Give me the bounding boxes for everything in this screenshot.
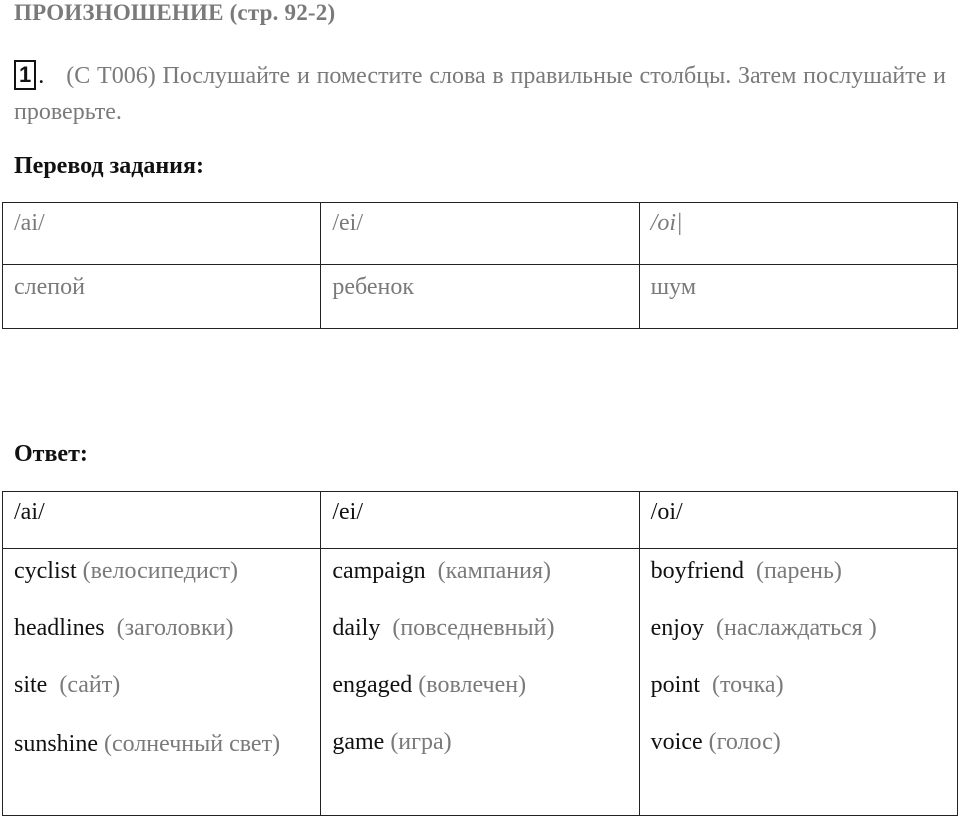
entry-translation: (велосипедист): [82, 558, 238, 584]
answer-entry: [14, 555, 308, 587]
entry-word: headlines: [14, 615, 105, 641]
answer-entry: [332, 726, 626, 758]
answer-title: Ответ:: [14, 441, 88, 467]
answer-entry: [332, 612, 626, 644]
entry-word: game: [332, 729, 385, 755]
entry-translation: (кампания): [437, 558, 551, 584]
task-text: (С T006) Послушайте и поместите слова в правильные столбцы. Затем послушайте и проверьте.: [14, 63, 946, 125]
answer-header-ei: /ei/: [321, 492, 639, 549]
entry-word: enjoy: [650, 615, 704, 641]
answer-entry: [14, 726, 308, 762]
translation-body-row: [3, 265, 958, 329]
translation-cell-oi: шум: [639, 265, 957, 329]
answer-entry: [651, 726, 945, 758]
entry-translation: (солнечный свет): [104, 731, 281, 757]
entry-translation: (вовлечен): [418, 672, 527, 698]
answer-column-ei: [321, 549, 639, 816]
task-paragraph: [14, 58, 946, 130]
entry-translation: (точка): [712, 672, 784, 698]
task-number: 1: [14, 60, 36, 90]
page-heading: ПРОИЗНОШЕНИЕ (стр. 92-2): [14, 0, 336, 25]
entry-word: engaged: [332, 672, 413, 698]
entry-translation: (игра): [390, 729, 452, 755]
translation-table: [2, 202, 958, 329]
answer-entry: [14, 612, 308, 644]
entry-translation: (сайт): [59, 672, 121, 698]
answer-header-ai: /ai/: [3, 492, 321, 549]
answer-column-oi: [639, 549, 957, 816]
answer-column-ai: [3, 549, 321, 816]
answer-entry: [651, 555, 945, 587]
translation-header-oi: /oi|: [639, 203, 957, 265]
entry-word: point: [650, 672, 700, 698]
translation-header-row: [3, 203, 958, 265]
entry-word: daily: [332, 615, 381, 641]
answer-entry: [651, 612, 945, 644]
answer-entry: [651, 669, 945, 701]
entry-word: boyfriend: [650, 558, 744, 584]
task-number-dot: .: [38, 63, 45, 89]
answer-table: [2, 491, 958, 816]
answer-body-row: [3, 549, 958, 816]
answer-entry: [332, 669, 626, 701]
answer-header-row: [3, 492, 958, 549]
entry-translation: (голос): [708, 729, 781, 755]
entry-word: site: [14, 672, 48, 698]
translation-header-ei: /ei/: [321, 203, 639, 265]
entry-translation: (повседневный): [392, 615, 555, 641]
answer-entry: [332, 555, 626, 587]
answer-header-oi: /oi/: [639, 492, 957, 549]
entry-translation: (наслаждаться ): [715, 615, 877, 641]
entry-word: campaign: [332, 558, 426, 584]
entry-translation: (заголовки): [116, 615, 234, 641]
answer-entry: [14, 669, 308, 701]
entry-word: voice: [650, 729, 703, 755]
translation-cell-ei: ребенок: [321, 265, 639, 329]
entry-word: sunshine: [14, 731, 98, 757]
entry-word: cyclist: [14, 558, 77, 584]
translation-header-ai: /ai/: [3, 203, 321, 265]
entry-translation: (парень): [755, 558, 842, 584]
translation-cell-ai: слепой: [3, 265, 321, 329]
translation-title: Перевод задания:: [14, 153, 204, 179]
